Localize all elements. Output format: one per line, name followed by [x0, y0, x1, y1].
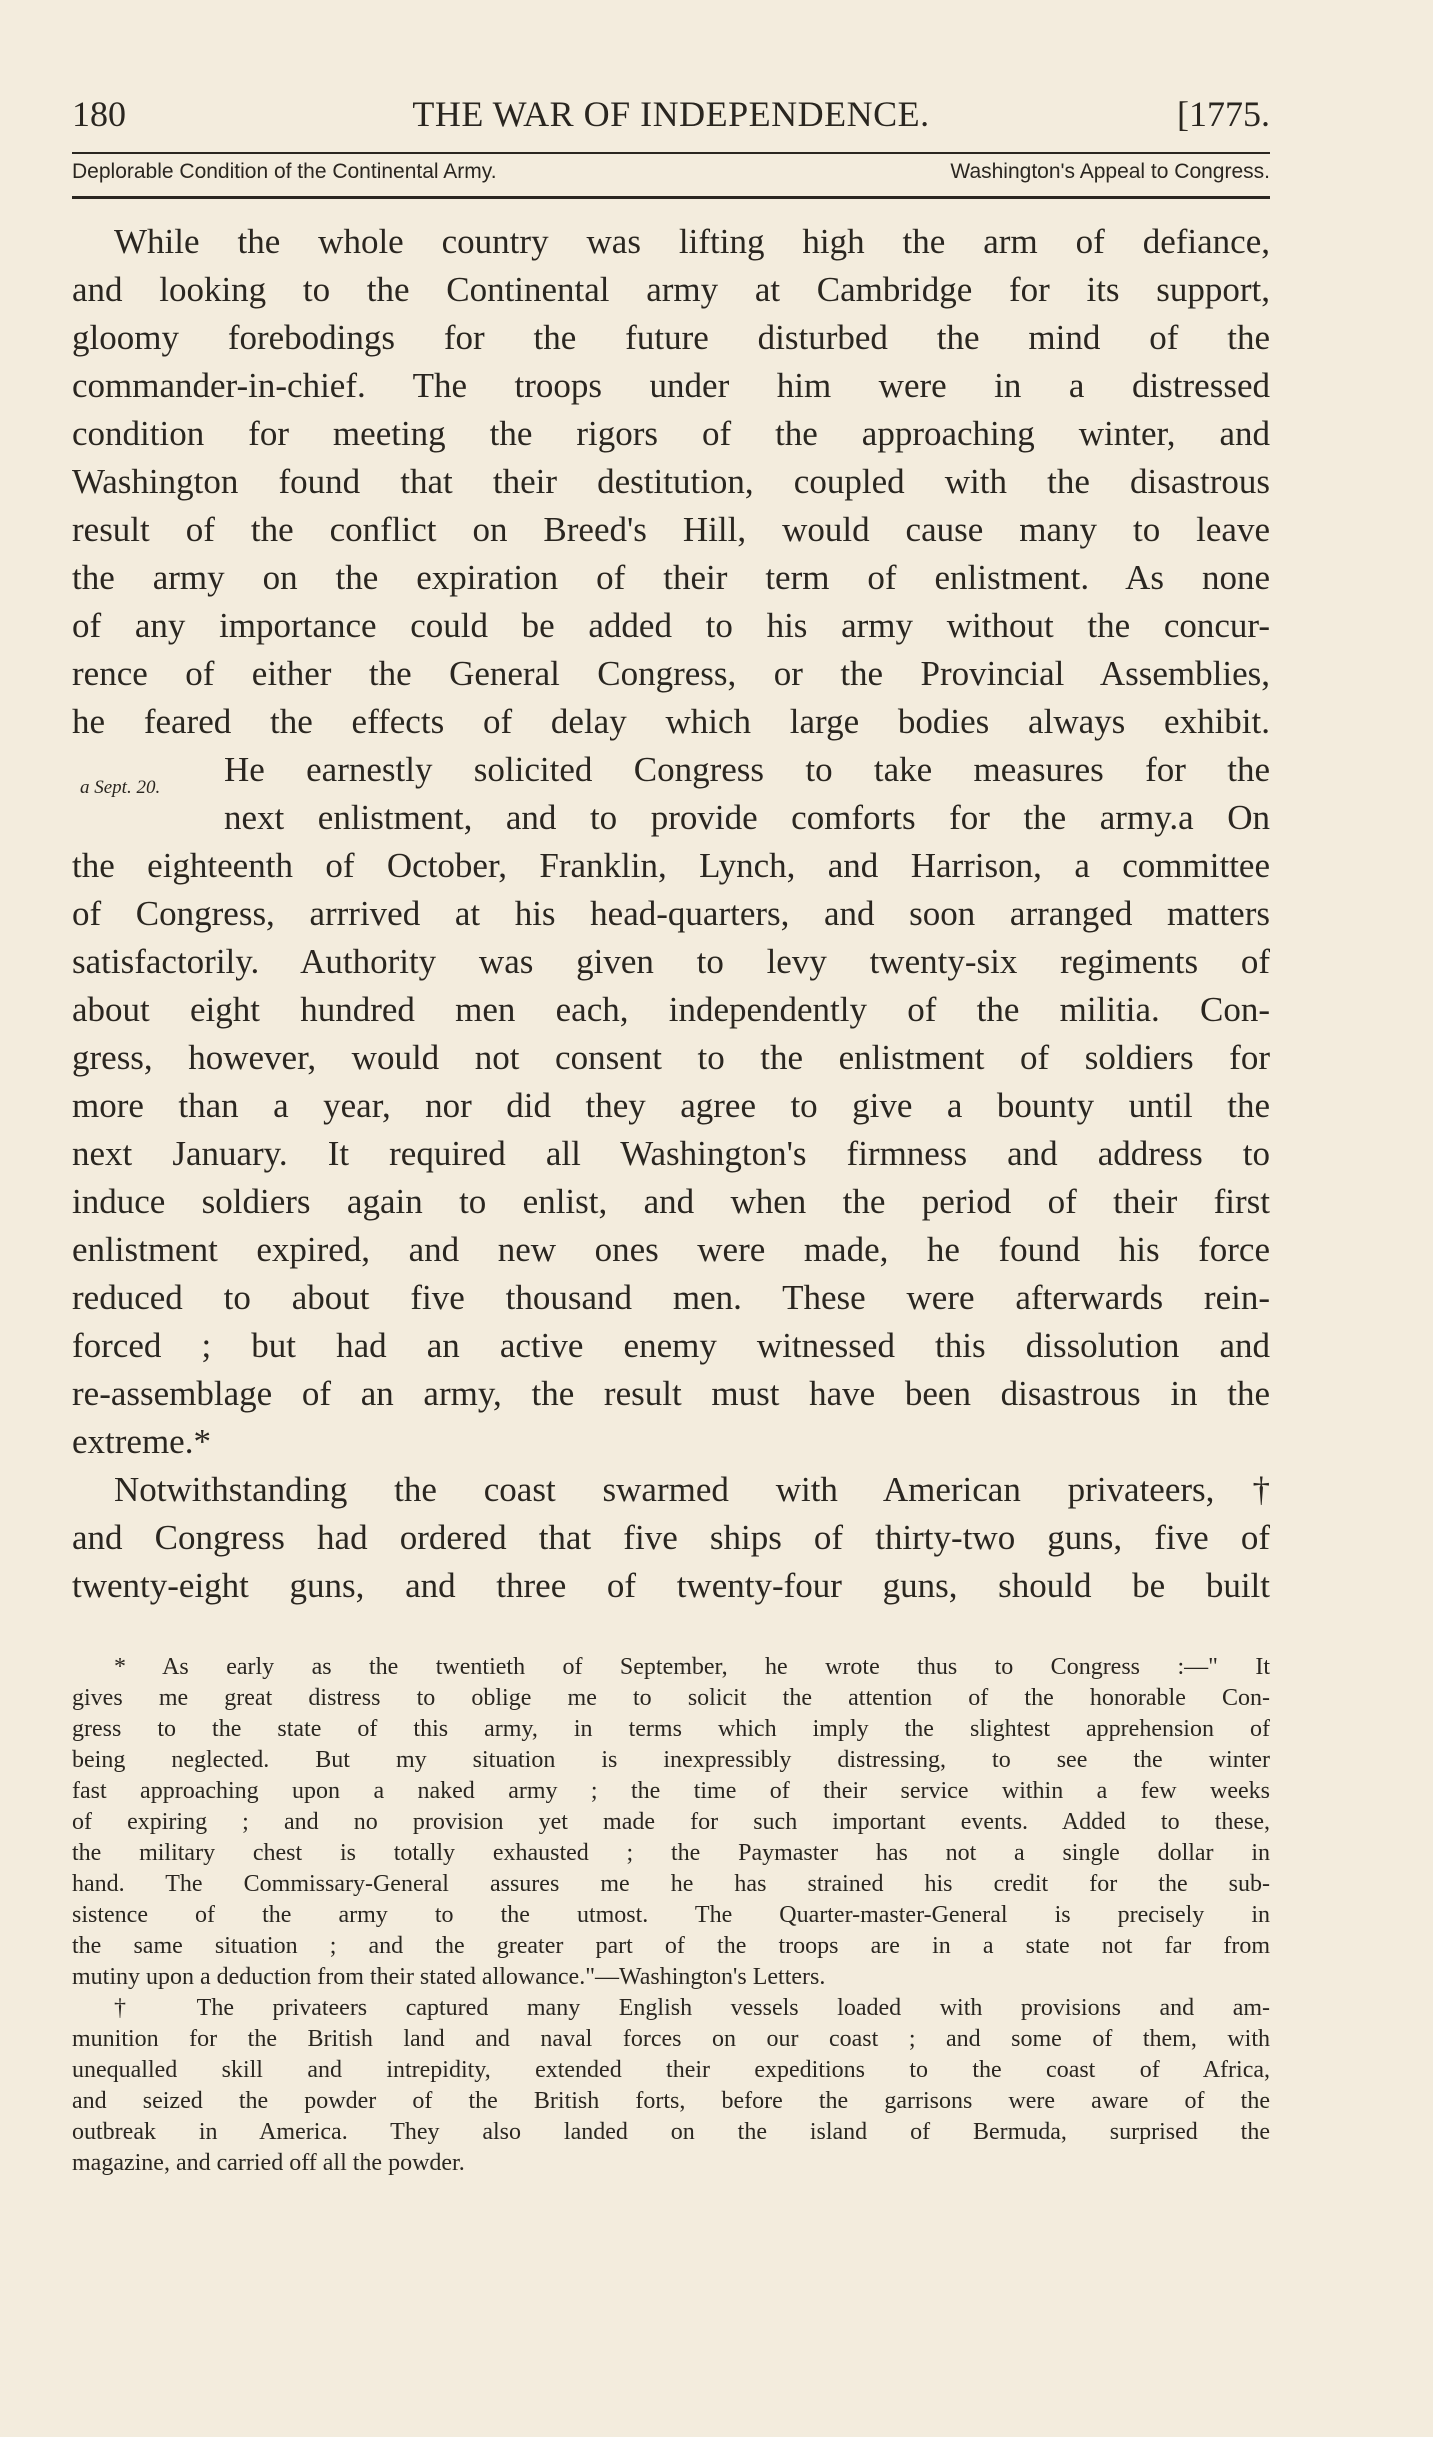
body-line: He earnestly solicited Congress to take measures for the [224, 750, 1270, 789]
body-line: about eight hundred men each, independently of the militia. Con- [72, 990, 1270, 1029]
body-line: result of the conflict on Breed's Hill, would cause many to leave [72, 510, 1270, 549]
body-line: next enlistment, and to provide comforts for the army.a On [224, 798, 1270, 837]
header-rule-top [72, 152, 1270, 154]
body-line: extreme.* [72, 1422, 211, 1461]
body-text [72, 218, 1270, 1610]
footnote-line: gives me great distress to oblige me to solicit the attention of the honorable Con- [72, 1685, 1270, 1711]
body-line: gloomy forebodings for the future disturbed the mind of the [72, 318, 1270, 357]
footnote-line: the military chest is totally exhausted ; the Paymaster has not a single dollar in [72, 1840, 1270, 1866]
body-line: Washington found that their destitution, coupled with the disastrous [72, 462, 1270, 501]
footnote-line: magazine, and carried off all the powder. [72, 2150, 465, 2176]
body-line: more than a year, nor did they agree to give a bounty until the [72, 1086, 1270, 1125]
footnote-line: munition for the British land and naval forces on our coast ; and some of them, with [72, 2026, 1270, 2052]
subhead-right: Washington's Appeal to Congress. [950, 160, 1270, 183]
body-line: the eighteenth of October, Franklin, Lynch, and Harrison, a committee [72, 846, 1270, 885]
subhead-left: Deplorable Condition of the Continental Army. [72, 160, 497, 183]
body-line: and looking to the Continental army at Cambridge for its support, [72, 270, 1270, 309]
body-line: of any importance could be added to his army without the concur- [72, 606, 1270, 645]
page-number: 180 [72, 94, 126, 134]
body-line: rence of either the General Congress, or the Provincial Assemblies, [72, 654, 1270, 693]
footnote-line: of expiring ; and no provision yet made for such important events. Added to these, [72, 1809, 1270, 1835]
footnotes [72, 1652, 1270, 2179]
footnote-line: unequalled skill and intrepidity, extended their expeditions to the coast of Africa, [72, 2057, 1270, 2083]
footnote-line: fast approaching upon a naked army ; the time of their service within a few weeks [72, 1778, 1270, 1804]
footnote-line: mutiny upon a deduction from their stated allowance."—Washington's Letters. [72, 1964, 826, 1990]
margin-note: a Sept. 20. [80, 777, 161, 798]
body-line: commander-in-chief. The troops under him were in a distressed [72, 366, 1270, 405]
footnote-line: outbreak in America. They also landed on the island of Bermuda, surprised the [72, 2119, 1270, 2145]
body-line: reduced to about five thousand men. These were afterwards rein- [72, 1278, 1270, 1317]
body-line: Notwithstanding the coast swarmed with American privateers,† [114, 1470, 1270, 1509]
footnote-line: the same situation ; and the greater part of the troops are in a state not far from [72, 1933, 1270, 1959]
footnote-line: hand. The Commissary-General assures me he has strained his credit for the sub- [72, 1871, 1270, 1897]
body-line: twenty-eight guns, and three of twenty-four guns, should be built [72, 1566, 1270, 1605]
body-line: and Congress had ordered that five ships of thirty-two guns, five of [72, 1518, 1270, 1557]
footnote-line: and seized the powder of the British forts, before the garrisons were aware of the [72, 2088, 1270, 2114]
header-rule-bottom [72, 196, 1270, 199]
body-line: re-assemblage of an army, the result must have been disastrous in the [72, 1374, 1270, 1413]
body-line: he feared the effects of delay which large bodies always exhibit. [72, 702, 1270, 741]
footnote-line: † The privateers captured many English vessels loaded with provisions and am- [114, 1995, 1270, 2021]
body-line: enlistment expired, and new ones were made, he found his force [72, 1230, 1270, 1269]
body-line: condition for meeting the rigors of the approaching winter, and [72, 414, 1270, 453]
page-title: THE WAR OF INDEPENDENCE. [412, 94, 930, 134]
body-line: induce soldiers again to enlist, and when the period of their first [72, 1182, 1270, 1221]
body-line: the army on the expiration of their term of enlistment. As none [72, 558, 1270, 597]
body-line: gress, however, would not consent to the enlistment of soldiers for [72, 1038, 1270, 1077]
body-line: next January. It required all Washington's firmness and address to [72, 1134, 1270, 1173]
body-line: forced ; but had an active enemy witnessed this dissolution and [72, 1326, 1270, 1365]
body-line: While the whole country was lifting high the arm of defiance, [114, 222, 1270, 261]
year-marker: [1775. [1177, 94, 1270, 134]
body-line: of Congress, arrrived at his head-quarters, and soon arranged matters [72, 894, 1270, 933]
footnote-line: gress to the state of this army, in terms which imply the slightest apprehension of [72, 1716, 1270, 1742]
body-line: satisfactorily. Authority was given to levy twenty-six regiments of [72, 942, 1270, 981]
footnote-line: * As early as the twentieth of September, he wrote thus to Congress :—" It [114, 1654, 1270, 1680]
footnote-line: sistence of the army to the utmost. The Quarter-master-General is precisely in [72, 1902, 1270, 1928]
footnote-line: being neglected. But my situation is inexpressibly distressing, to see the winter [72, 1747, 1270, 1773]
